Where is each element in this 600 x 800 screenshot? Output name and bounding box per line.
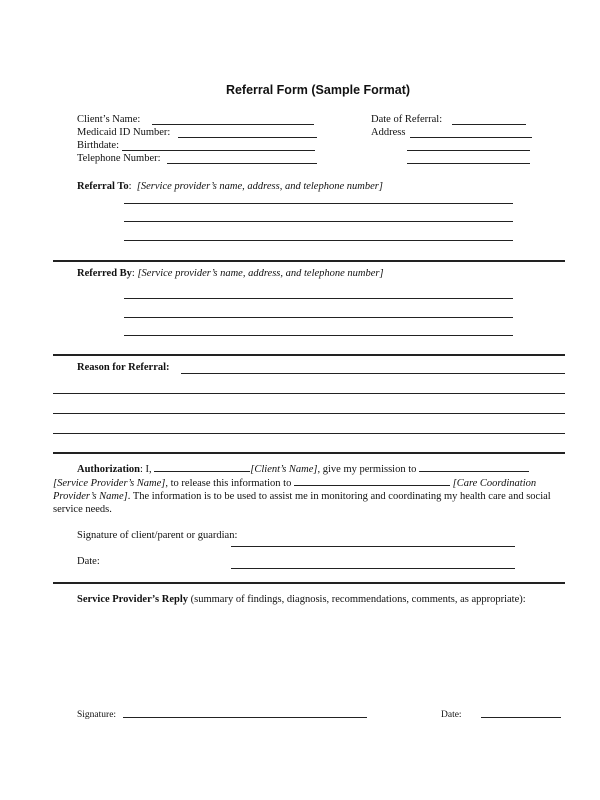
referral-to-colon: : [128,181,132,192]
section-divider [53,260,565,262]
authorization-permission-field[interactable] [419,462,529,472]
reply-label: Service Provider’s Reply [77,594,188,605]
telephone-label: Telephone Number: [77,153,161,164]
client-signature-field[interactable] [231,546,515,547]
client-name-label: Client’s Name: [77,114,141,125]
referral-to-hint: [Service provider’s name, address, and telephone number] [136,181,383,192]
address-field-3[interactable] [407,163,530,164]
authorization-label: Authorization [77,464,140,475]
authorization-release-field[interactable] [294,476,450,486]
referred-by-line-2[interactable] [124,317,513,318]
referred-by-label: Referred By [77,268,132,279]
referral-to-line-1[interactable] [124,203,513,204]
authorization-text-2: , give my permission to [317,464,419,475]
section-divider [53,354,565,356]
care-coordination-hint-2: Provider’s Name] [53,491,128,502]
section-divider [53,452,565,454]
referred-by-colon: : [131,268,135,279]
referred-by-hint: [Service provider’s name, address, and telephone number] [137,268,384,279]
care-coordination-hint-1: [Care Coordination [452,478,537,489]
section-divider [53,582,565,584]
birthdate-field[interactable] [122,150,315,151]
address-field-1[interactable] [410,137,532,138]
reply-date-field[interactable] [481,717,561,718]
reply-signature-field[interactable] [123,717,367,718]
authorization-client-name-field[interactable] [154,462,250,472]
referred-by-line-3[interactable] [124,335,513,336]
service-provider-hint: [Service Provider’s Name] [53,478,166,489]
referred-by-heading [77,268,384,279]
address-field-2[interactable] [407,150,530,151]
authorization-text-1: : I, [140,464,155,475]
client-date-field[interactable] [231,568,515,569]
form-title: Referral Form (Sample Format) [225,83,411,97]
reply-date-label: Date: [441,710,462,720]
authorization-text-3: , to release this information to [165,478,294,489]
referral-to-heading [77,181,383,192]
referral-to-label: Referral To [77,181,129,192]
reply-text: (summary of findings, diagnosis, recommendations, comments, as appropriate): [188,594,526,605]
reply-heading [77,594,526,605]
reason-line-2[interactable] [53,393,565,394]
client-name-hint: [Client’s Name] [250,464,318,475]
reason-line-3[interactable] [53,413,565,414]
birthdate-label: Birthdate: [77,140,119,151]
client-signature-label: Signature of client/parent or guardian: [77,530,238,541]
authorization-text-4: . The information is to be used to assist me in monitoring and coordinating my health care and social service needs. [53,491,551,515]
referral-to-line-3[interactable] [124,240,513,241]
date-of-referral-label: Date of Referral: [371,114,443,125]
telephone-field[interactable] [167,163,317,164]
reason-line-4[interactable] [53,433,565,434]
reason-label: Reason for Referral: [77,362,170,373]
authorization-paragraph [53,462,565,516]
date-of-referral-field[interactable] [452,124,526,125]
address-label: Address [371,127,406,138]
reply-signature-label: Signature: [77,710,117,720]
referred-by-line-1[interactable] [124,298,513,299]
reason-line-1[interactable] [181,373,565,374]
client-name-field[interactable] [152,124,314,125]
medicaid-id-label: Medicaid ID Number: [77,127,171,138]
referral-to-line-2[interactable] [124,221,513,222]
medicaid-id-field[interactable] [178,137,317,138]
client-date-label: Date: [77,556,100,567]
